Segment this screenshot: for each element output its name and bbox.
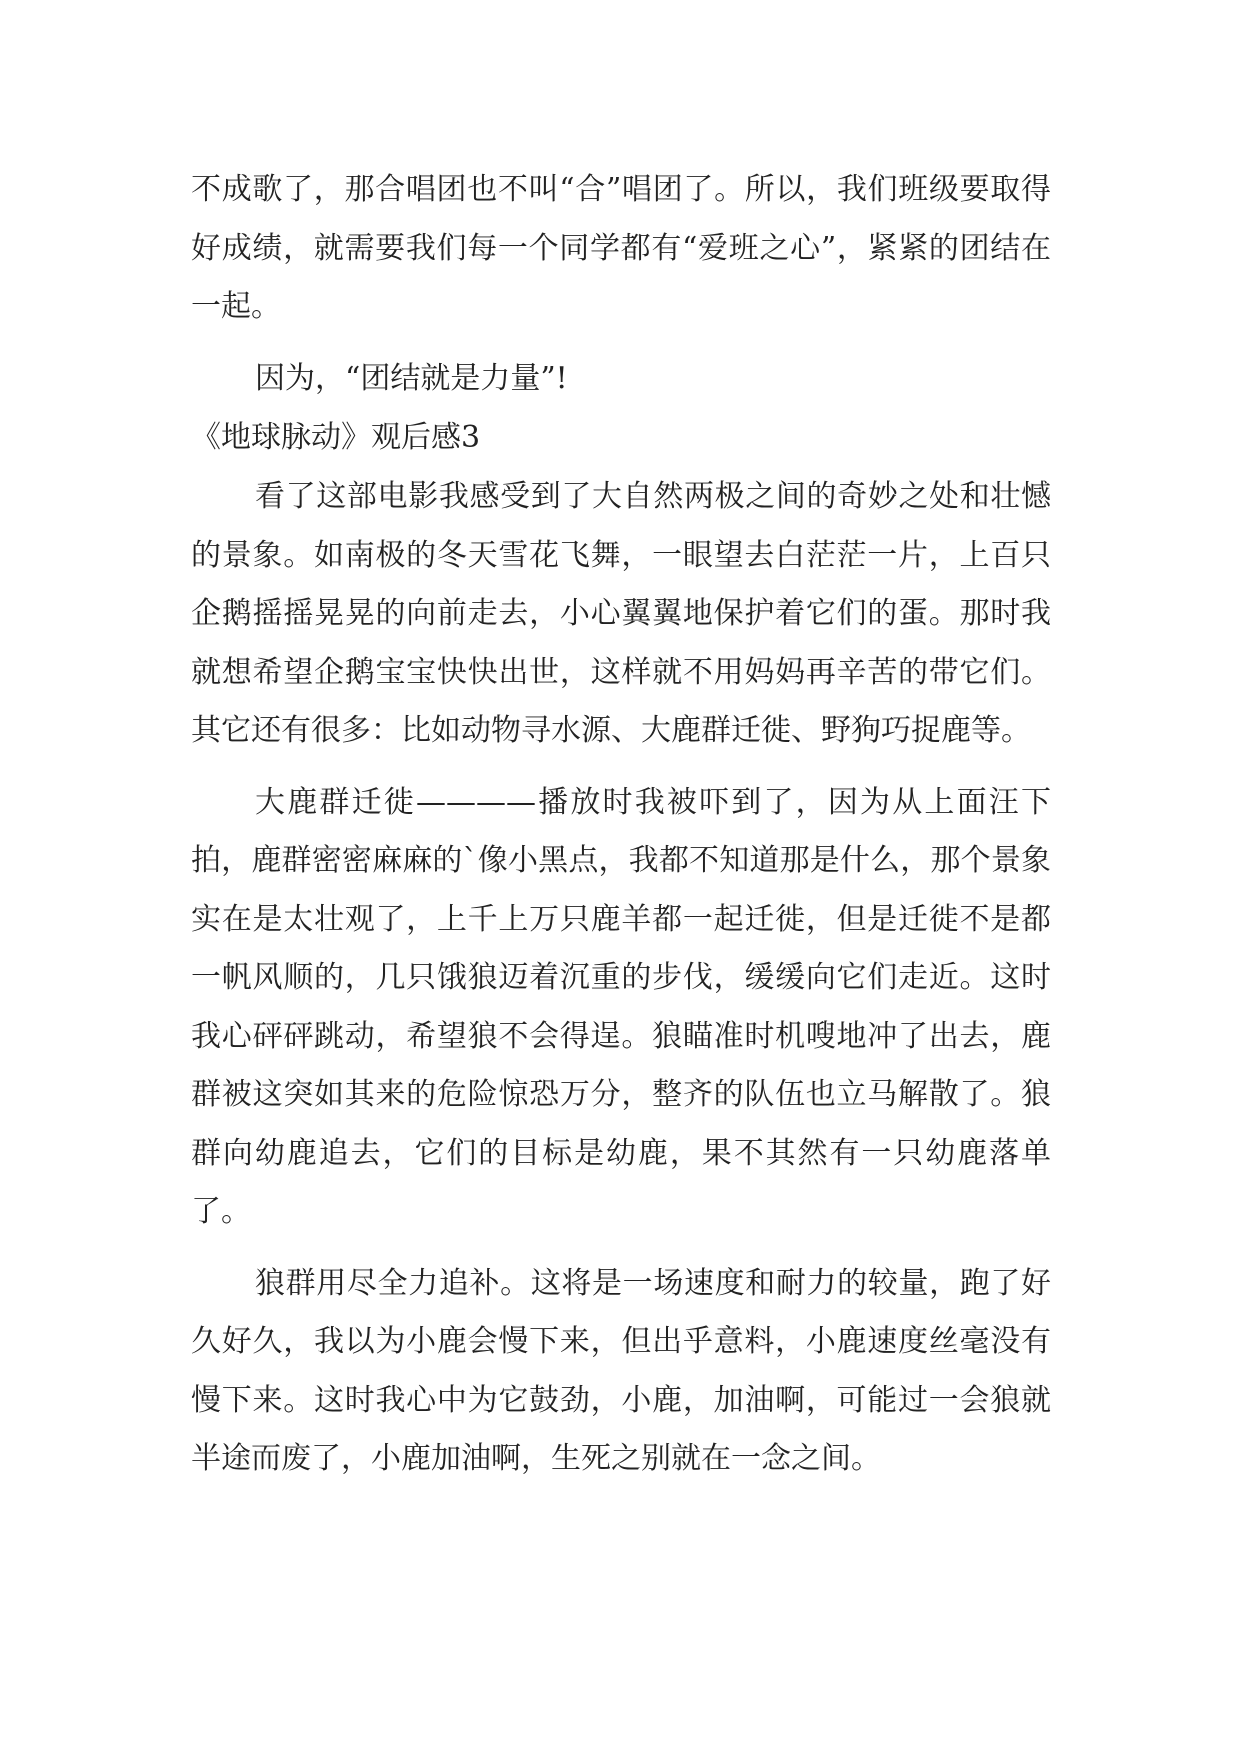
document-body [191,161,1051,1489]
paragraph-conclusion: 因为，“团结就是力量”! [255,360,568,396]
paragraph-migration: 大鹿群迁徙————播放时我被吓到了，因为从上面汪下拍，鹿群密密麻麻的`像小黑点，我都不知道那是什么，那个景象实在是太壮观了，上千上万只鹿羊都一起迁徙，但是迁徙不是都一帆风顺的，几只饿狼迈着沉重的步伐，缓缓向它们走近。这时我心砰砰跳动，希望狼不会得逞。狼瞄准时机嗖地冲了出去，鹿群被这突如其来的危险惊恐万分，整齐的队伍也立马解散了。狼群向幼鹿追去，它们的目标是幼鹿，果不其然有一只幼鹿落单了。 [191,784,1051,1229]
paragraph-chase: 狼群用尽全力追补。这将是一场速度和耐力的较量，跑了好久好久，我以为小鹿会慢下来，但出乎意料，小鹿速度丝毫没有慢下来。这时我心中为它鼓劲，小鹿，加油啊，可能过一会狼就半途而废了，小鹿加油啊，生死之别就在一念之间。 [191,1265,1051,1476]
section-heading: 《地球脉动》观后感3 [191,420,481,455]
paragraph-intro: 看了这部电影我感受到了大自然两极之间的奇妙之处和壮憾的景象。如南极的冬天雪花飞舞，一眼望去白茫茫一片，上百只企鹅摇摇晃晃的向前走去，小心翼翼地保护着它们的蛋。那时我就想希望企鹅宝宝快快出世，这样就不用妈妈再辛苦的带它们。其它还有很多：比如动物寻水源、大鹿群迁徙、野狗巧捉鹿等。 [191,479,1051,748]
paragraph-continuation: 不成歌了，那合唱团也不叫“合”唱团了。所以，我们班级要取得好成绩，就需要我们每一个同学都有“爱班之心”，紧紧的团结在一起。 [191,172,1051,324]
